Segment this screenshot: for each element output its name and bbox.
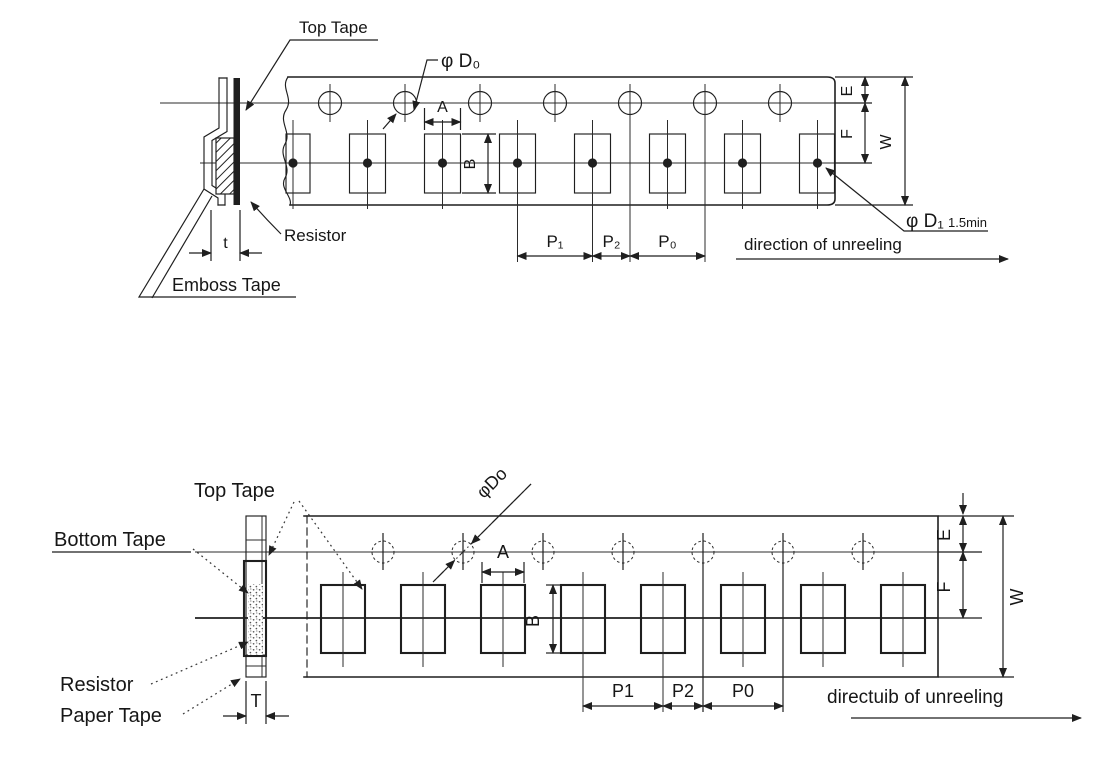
label-dim-a-top: A [437,99,448,116]
dim-t-bottom [223,681,289,724]
label-direction-bottom: directuib of unreeling [827,687,1004,708]
label-group-top-tape-bottom [194,480,362,589]
label-group-bottom-tape [52,529,248,593]
label-dim-f-top: F [839,129,856,139]
label-dim-p1-bottom: P1 [611,681,635,701]
label-phi-d0-bottom: φDo [472,463,512,503]
label-dim-e-bottom: E [934,528,954,542]
dim-pitch-top [518,232,706,256]
label-dim-f-bottom: F [934,581,954,593]
label-dim-p2-top: P₂ [602,232,621,251]
leader-phi-d0-top [383,51,480,129]
label-group-resistor-top [251,202,347,245]
label-dim-w-top: W [878,134,895,150]
centerlines-top [160,103,835,163]
label-dim-p1-top: P₁ [546,232,564,251]
dim-efw-top [835,77,913,205]
label-dim-p2-bottom: P2 [671,681,695,701]
label-resistor-top: Resistor [284,226,347,245]
dim-b-bottom [523,585,562,653]
label-dim-a-bottom: A [496,542,510,562]
label-top-tape-bottom: Top Tape [194,480,275,502]
label-phi-d0-top: φ D₀ [441,51,481,72]
label-dim-t-bottom: T [250,691,262,711]
label-dim-w-bottom: W [1007,588,1027,606]
emboss-tape-diagram [139,18,1008,298]
label-resistor-bottom: Resistor [60,674,134,696]
label-dim-t-top: t [223,235,228,252]
dim-pitch-bottom [583,681,783,706]
label-direction-top: direction of unreeling [744,235,902,254]
resistor-hatched-section [216,138,234,194]
label-phi-d1-top: φ D₁ [906,211,944,232]
leader-phi-d1-top [826,168,988,232]
label-dim-p0-top: P₀ [658,232,677,251]
label-bottom-tape: Bottom Tape [54,529,166,551]
label-dim-p0-bottom: P0 [731,681,755,701]
dim-efw-bottom [934,493,1027,677]
direction-of-unreeling-top [736,235,1008,259]
paper-tape-diagram [52,463,1081,727]
label-dim-b-top: B [462,158,479,170]
cross-section-bottom [223,516,289,724]
label-paper-tape: Paper Tape [60,705,162,727]
label-phi-d1-note-top: 1.5min [948,215,988,230]
direction-of-unreeling-bottom [827,687,1081,718]
label-dim-b-bottom: B [523,614,543,628]
resistor-stippled-section [248,584,263,655]
cross-section-top [189,78,262,261]
label-emboss-tape: Emboss Tape [172,275,281,295]
tape-outline-top [283,77,835,205]
label-group-resistor-bottom [60,642,248,696]
tape-break-squiggle [283,77,290,205]
label-group-top-tape-top [246,18,378,110]
label-top-tape-top: Top Tape [299,18,368,37]
label-dim-e-top: E [839,85,856,97]
